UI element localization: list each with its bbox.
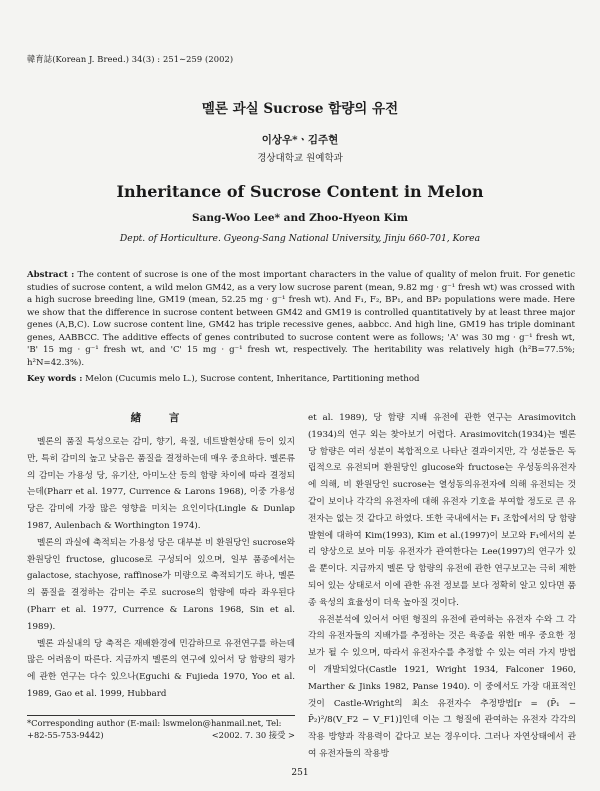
footnote-divider (27, 715, 295, 716)
page-number: 251 (291, 768, 309, 778)
abstract (27, 269, 575, 369)
authors-korean: 이상우*ㆍ김주현 (261, 134, 339, 146)
body-column-left (27, 434, 295, 703)
title-english: Inheritance of Sucrose Content in Melon (116, 182, 484, 201)
footnote (27, 718, 295, 741)
keywords-label: Key words : (27, 374, 83, 384)
abstract-label: Abstract : (27, 270, 75, 280)
affiliation-english: Dept. of Horticulture. Gyeong-Sang National University, Jinju 660-701, Korea (119, 233, 481, 244)
paragraph: 멜론 과실내의 당 축적은 재배환경에 민감하므로 유전연구를 하는데 많은 어려움이 따른다. 지금까지 멜론의 연구에 있어서 당 함량의 평가에 관한 연구는 다수 있으나(Eguchi & Fujieda 1970, Yoo et al. 1989, Gao et al. 1999, Hubbard (27, 638, 295, 699)
body-column-right (308, 410, 576, 763)
corresponding-author-note: *Corresponding author (E-mail: lswmelon@hanmail.net, Tel: +82-55-753-9442) (27, 718, 282, 740)
paragraph: 유전분석에 있어서 어떤 형질의 유전에 관여하는 유전자 수와 그 각각의 유전자들의 지배가를 추정하는 것은 육종을 위한 매우 중요한 정보가 될 수 있으며, 따라서 유전자수를 추정할 수 있는 여러 가지 방법이 개발되었다(Castle 1921, Wright 1934, Falconer 1960, Marther & Jinks 1982, Panse 1940). 이 중에서도 가장 대표적인 것이 Castle-Wright의 최소 유전자수 추정방법[r = (P̄₁ − P̄₂)²/8(V_F2 − V_F1)]인데 이는 그 형질에 관여하는 유전자 각각의 작용 방향과 작용력이 같다고 보는 경우이다. 그러나 자연상태에서 관여 유전자들의 작용방 (308, 614, 576, 759)
section-title-introduction: 緖 言 (130, 412, 192, 424)
keywords (27, 374, 575, 384)
title-korean: 멜론 과실 Sucrose 함량의 유전 (201, 101, 399, 117)
abstract-text: The content of sucrose is one of the most important characters in the value of quality of melon fruit. For genetic studies of sucrose content, a wild melon GM42, as a very low sucrose parent (mean, 9.82 mg · g⁻¹ fresh wt) was crossed with a high sucrose breeding line, GM19 (mean, 52.25 mg · g⁻¹ fresh wt). And F₁, F₂, BP₁, and BP₂ populations were made. Here we show that the difference in sucrose content between GM42 and GM19 is controlled quantitatively by at least three major genes (A,B,C). Low sucrose content line, GM42 has triple recessive genes, aabbcc. And high line, GM19 has triple dominant genes, AABBCC. The additive effects of genes contributed to sucrose content were as follows; 'A' was 30 mg · g⁻¹ fresh wt, 'B' 15 mg · g⁻¹ fresh wt, and 'C' 15 mg · g⁻¹ fresh wt, respectively. The heritability was relatively high (h²B=77.5%; h²N=42.3%). (27, 270, 576, 368)
received-date: <2002. 7. 30 接受 > (211, 729, 295, 740)
paragraph: et al. 1989), 당 함량 지배 유전에 관한 연구는 Arasimovitch (1934)의 연구 외는 찾아보기 어렵다. Arasimovitch(1934)는 멜론 당 함량은 여러 성분이 복합적으로 나타난 결과이지만, 각 성분들은 독립적으로 유전되며 환원당인 glucose와 fructose는 우성동의유전자에 의해, 비 환원당인 sucrose는 열성동의유전자에 의해 유전되는 것 같이 보이나 각각의 유전자에 대해 유전자 기호을 부여할 정도로 큰 유전자는 없는 것 같다고 하였다. 또한 국내에서는 F₁ 조합에서의 당 함량 발현에 대하여 Kim(1993), Kim et al.(1997)이 보고와 F₁에서의 분리 양상으로 보아 미동 유전자가 관여한다는 Lee(1997)의 연구가 있을 뿐이다. 지금까지 멜론 당 함량의 유전에 관한 연구보고는 극히 제한되어 있는 상태로서 이에 관한 유전 정보를 보다 정확히 알고 있다면 품종 육성의 효율성이 더욱 높아질 것이다. (308, 413, 576, 608)
journal-citation: 韓育誌(Korean J. Breed.) 34(3) : 251∼259 (2002) (27, 54, 234, 64)
paragraph: 멜론의 품질 특성으로는 감미, 향기, 육질, 네트발현상태 등이 있지만, 특히 감미의 높고 낮음은 품질을 결정하는데 매우 중요하다. 멜론류의 감미는 가용성 당, 유기산, 아미노산 등의 함량 차이에 따라 결정되는데(Pharr et al. 1977, Currence & Larons 1968), 이중 가용성 당은 감미에 가장 많은 영향을 미치는 요인이다(Lingle & Dunlap 1987, Aulenbach & Worthington 1974). (27, 437, 295, 531)
paragraph: 멜론의 과실에 축적되는 가용성 당은 대부분 비 환원당인 sucrose와 환원당인 fructose, glucose로 구성되어 있으며, 일부 품종에서는 galactose, stachyose, raffinose가 미량으로 축적되기도 하나, 멜론의 품질을 결정하는 감미는 주로 sucrose의 함량에 따라 좌우된다(Pharr et al. 1977, Currence & Larons 1968, Sin et al. 1989). (27, 537, 295, 632)
authors-english: Sang-Woo Lee* and Zhoo-Hyeon Kim (192, 212, 408, 224)
keywords-text: Melon (Cucumis melo L.), Sucrose content, Inheritance, Partitioning method (85, 374, 420, 384)
affiliation-korean: 경상대학교 원예학과 (257, 153, 343, 164)
